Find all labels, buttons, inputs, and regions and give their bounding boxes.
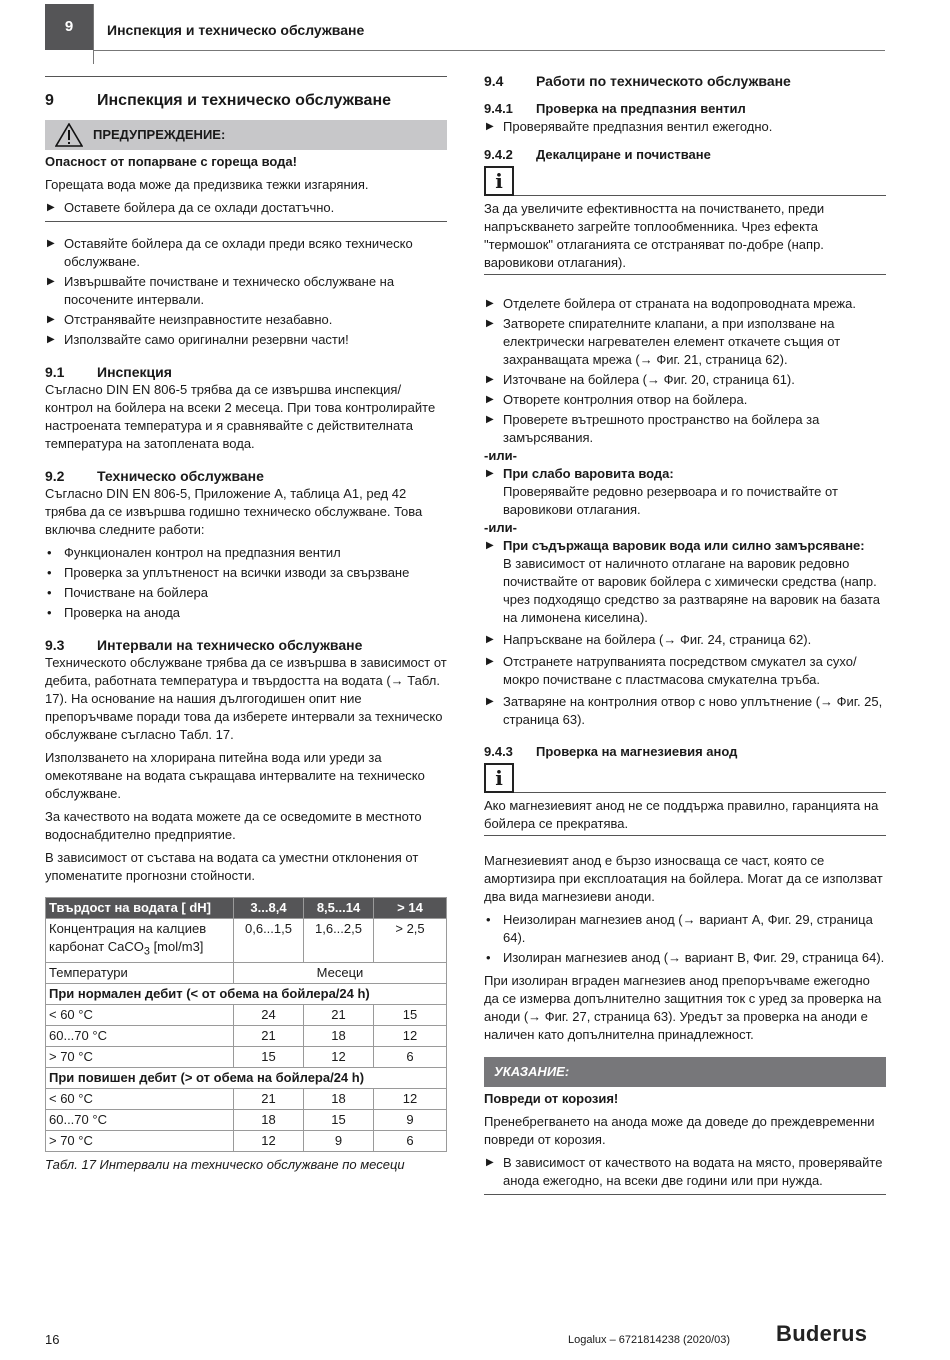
table-cell: > 70 °C	[46, 1130, 234, 1151]
table-cell: Температури	[46, 962, 234, 983]
list-item	[484, 118, 886, 136]
list-item-text: Използвайте само оригинални резервни части!	[64, 332, 349, 347]
table-cell: 21	[234, 1025, 304, 1046]
table-header-cell: 3...8,4	[234, 898, 304, 919]
running-header-title: Инспекция и техническо обслужване	[107, 22, 365, 38]
dot-bullet-icon: •	[47, 585, 52, 600]
warning-bar	[45, 120, 447, 150]
list-item	[45, 544, 447, 562]
list-item	[45, 235, 447, 271]
table-cell: 1,6...2,5	[304, 919, 374, 963]
list-item-text: Отстранявайте неизправностите незабавно.	[64, 312, 333, 327]
table-cell: 60...70 °C	[46, 1025, 234, 1046]
triangle-bullet-icon: ▶	[486, 468, 494, 479]
notice-bar: УКАЗАНИЕ:	[484, 1057, 886, 1087]
table-cell: 12	[374, 1088, 447, 1109]
table-cell: 18	[304, 1088, 374, 1109]
anode-list	[484, 911, 886, 967]
table-cell: 6	[374, 1130, 447, 1151]
condition-text: В зависимост от наличното отлагане на варовик редовно почиствайте от варовик бойлера с химически средства (напр. чрез подходящо средство за разтваряне на варовик на базата на лимонена киселина).	[503, 556, 881, 625]
right-column	[484, 72, 886, 1195]
table-cell: 24	[234, 1004, 304, 1025]
triangle-bullet-icon: ▶	[47, 314, 55, 325]
section-rule	[45, 76, 447, 77]
list-item	[45, 584, 447, 602]
chapter-tab: 9	[45, 4, 93, 50]
list-item-text: Отворете контролния отвор на бойлера.	[503, 392, 748, 407]
notice-heading: Повреди от корозия!	[484, 1091, 619, 1106]
table-cell: 6	[374, 1046, 447, 1067]
table-cell: 9	[374, 1109, 447, 1130]
section-heading-9-2	[45, 467, 447, 485]
triangle-bullet-icon: ▶	[47, 276, 55, 287]
notice-text: Пренебрегването на анода може да доведе до преждевременни повреди от корозия.	[484, 1114, 875, 1147]
section-9-3-paragraph: В зависимост от състава на водата са уместни отклонения от упоменатите прогнозни стойности.	[45, 850, 419, 883]
table-cell: Месеци	[234, 962, 447, 983]
section-heading-9-4-2	[484, 146, 886, 164]
triangle-bullet-icon: ▶	[47, 202, 55, 213]
section-number: 9.3	[45, 637, 65, 653]
table-cell: 12	[304, 1046, 374, 1067]
table-row	[46, 1004, 447, 1025]
anode-paragraph: При изолиран вграден магнезиев анод препоръчваме ежегодно да се измерва допълнително защитния ток с уред за проверка на аноди (→ Фиг. 27, страница 63). Уредът за проверка на аноди е наличен като допълнителна принадлежност.	[484, 973, 882, 1042]
info-text: За да увеличите ефективността на почистването, преди напръскването загрейте топлообменника. Чрез ефекта "термошок" отлаганията се отстраняват по-добре (напр. варовикови отлагания).	[484, 201, 825, 270]
section-9-1-text: Съгласно DIN EN 806-5 трябва да се извършва инспекция/контрол на бойлера на всеки 2 месеца. При това контролирайте настроената температура и я сравнявайте с действителната температура на затоплената вода.	[45, 382, 436, 451]
dot-bullet-icon: •	[47, 545, 52, 560]
triangle-bullet-icon: ▶	[486, 298, 494, 309]
list-item	[484, 465, 886, 519]
section-number: 9.2	[45, 468, 65, 484]
table-cell: 9	[304, 1130, 374, 1151]
section-9-3-paragraph: Използването на хлорирана питейна вода или уреди за омекотяване на водата съкращава интервалите на техническо обслужване.	[45, 750, 425, 801]
table-group-row	[46, 1067, 447, 1088]
table-cell: 15	[374, 1004, 447, 1025]
triangle-bullet-icon: ▶	[486, 394, 494, 405]
conc-subscript: 3	[143, 945, 150, 958]
table-header-cell: 8,5...14	[304, 898, 374, 919]
list-item	[45, 604, 447, 622]
table-cell: < 60 °C	[46, 1088, 234, 1109]
list-item-text: Затворете спирателните клапани, а при използване на електрически нагревателен елемент откачете същия от захранващата мрежа (→ Фиг. 21, страница 62).	[503, 316, 841, 367]
section-number: 9.4	[484, 73, 504, 89]
list-item	[45, 564, 447, 582]
section-number: 9.4.3	[484, 744, 513, 759]
table-row	[46, 919, 447, 963]
section-title: Инспекция	[97, 364, 172, 380]
table-cell: 18	[234, 1109, 304, 1130]
warning-text: Горещата вода може да предизвика тежки изгаряния.	[45, 177, 369, 192]
list-item-text: Почистване на бойлера	[64, 585, 209, 600]
table-row	[46, 1130, 447, 1151]
chapter-title: Инспекция и техническо обслужване	[97, 92, 391, 109]
left-column	[45, 72, 447, 1174]
conc-label: Концентрация на калциев карбонат CaCO	[49, 921, 207, 954]
list-item-text: Проверете вътрешното пространство на бойлера за замърсявания.	[503, 412, 820, 445]
table-header-cell: Твърдост на водата [ dH]	[46, 898, 234, 919]
triangle-bullet-icon: ▶	[486, 634, 494, 645]
document-reference: Logalux – 6721814238 (2020/03)	[568, 1334, 731, 1346]
triangle-bullet-icon: ▶	[47, 334, 55, 345]
section-title: Техническо обслужване	[97, 468, 264, 484]
table-cell: 15	[304, 1109, 374, 1130]
table-cell: > 70 °C	[46, 1046, 234, 1067]
list-item	[45, 331, 447, 349]
list-item	[484, 411, 886, 447]
chapter-number: 9	[45, 92, 54, 109]
triangle-bullet-icon: ▶	[486, 1157, 494, 1168]
maintenance-interval-table	[45, 897, 447, 1152]
dot-bullet-icon: •	[486, 950, 491, 965]
table-caption: Табл. 17 Интервали на техническо обслужване по месеци	[45, 1156, 405, 1172]
section-title: Проверка на предпазния вентил	[536, 101, 746, 116]
table-row	[46, 1088, 447, 1109]
table-row	[46, 1046, 447, 1067]
section-heading-9-3	[45, 636, 447, 654]
section-9-3-paragraph: Техническото обслужване трябва да се извършва в зависимост от дебита, работната температура и твърдостта на водата (→ Табл. 17). На основание на нашия дългогодишен опит ние препоръчваме поради това да изберете интервали за техническо обслужване съгласно Табл. 17.	[45, 655, 447, 742]
table-cell: 12	[374, 1025, 447, 1046]
table-group-row	[46, 983, 447, 1004]
triangle-bullet-icon: ▶	[486, 121, 494, 132]
table-cell: > 2,5	[374, 919, 447, 963]
section-number: 9.4.2	[484, 147, 513, 162]
list-item	[484, 391, 886, 409]
notice-action	[484, 1154, 886, 1190]
info-icon: i	[484, 763, 514, 793]
list-item	[484, 693, 886, 729]
chapter-heading	[45, 91, 447, 111]
table-cell: 21	[304, 1004, 374, 1025]
list-item-text: Проверявайте предпазния вентил ежегодно.	[503, 119, 773, 134]
table-header-cell: > 14	[374, 898, 447, 919]
buderus-logo: Buderus	[776, 1321, 868, 1346]
info-rule	[514, 195, 886, 196]
table-cell: 21	[234, 1088, 304, 1109]
table-cell: 18	[304, 1025, 374, 1046]
page-number: 16	[45, 1332, 60, 1347]
list-item-text: Източване на бойлера (→ Фиг. 20, страница 61).	[503, 372, 795, 387]
section-9-3-paragraph: За качеството на водата можете да се осведомите в местното водоснабдително предприятие.	[45, 809, 422, 842]
notice-action-text: В зависимост от качеството на водата на място, проверявайте анода ежегодно, на всеки две години или при нужда.	[503, 1155, 883, 1188]
info-notice-header	[484, 763, 886, 793]
list-item-text: Затваряне на контролния отвор с ново уплътнение (→ Фиг. 25, страница 63).	[503, 694, 883, 727]
table-cell: 0,6...1,5	[234, 919, 304, 963]
conc-unit: [mol/m3]	[149, 939, 204, 954]
table-row	[46, 1025, 447, 1046]
section-number: 9.4.1	[484, 101, 513, 116]
list-item-text: Неизолиран магнезиев анод (→ вариант A, Фиг. 29, страница 64).	[503, 912, 873, 945]
list-item	[484, 371, 886, 389]
triangle-bullet-icon: ▶	[486, 374, 494, 385]
triangle-bullet-icon: ▶	[486, 540, 494, 551]
info-text: Ако магнезиевият анод не се поддържа правилно, гаранцията на бойлера се прекратява.	[484, 798, 879, 831]
section-title: Интервали на техническо обслужване	[97, 637, 363, 653]
triangle-bullet-icon: ▶	[47, 238, 55, 249]
section-title: Работи по техническото обслужване	[536, 73, 791, 89]
list-item-text: Изолиран магнезиев анод (→ вариант B, Фиг. 29, страница 64).	[503, 950, 885, 965]
section-heading-9-4-3	[484, 743, 886, 761]
list-item-text: Напръскване на бойлера (→ Фиг. 24, страница 62).	[503, 632, 812, 647]
warning-label: ПРЕДУПРЕЖДЕНИЕ:	[93, 127, 226, 142]
header-rule	[93, 50, 885, 51]
list-item-text: Функционален контрол на предпазния вентил	[64, 545, 341, 560]
notice-end-rule	[484, 1194, 886, 1195]
condition-text: Проверявайте редовно резервоара и го почиствайте от варовикови отлагания.	[503, 484, 838, 517]
info-notice-header	[484, 166, 886, 196]
triangle-bullet-icon: ▶	[486, 656, 494, 667]
warning-heading: Опасност от попарване с гореща вода!	[45, 154, 297, 169]
cleaning-steps	[484, 295, 886, 447]
condition-label: При слабо варовита вода:	[503, 466, 674, 481]
list-item	[45, 273, 447, 309]
table-cell: < 60 °C	[46, 1004, 234, 1025]
triangle-bullet-icon: ▶	[486, 696, 494, 707]
table-group-cell: При повишен дебит (> от обема на бойлера/24 h)	[46, 1067, 447, 1088]
dot-bullet-icon: •	[47, 565, 52, 580]
list-item	[484, 537, 886, 627]
section-title: Проверка на магнезиевия анод	[536, 744, 738, 759]
list-item-text: Проверка на анода	[64, 605, 181, 620]
section-heading-9-1	[45, 363, 447, 381]
table-cell	[46, 919, 234, 963]
list-item	[484, 653, 886, 689]
triangle-bullet-icon: ▶	[486, 414, 494, 425]
cleaning-steps-2	[484, 631, 886, 729]
table-row	[46, 1109, 447, 1130]
anode-paragraph: Магнезиевият анод е бързо износваща се част, която се амортизира при експлоатация на бойлера. Могат да се използват два вида магнезиеви аноди.	[484, 853, 883, 904]
header-divider	[93, 4, 94, 64]
section-heading-9-4	[484, 72, 886, 90]
table-cell: 60...70 °C	[46, 1109, 234, 1130]
or-separator: -или-	[484, 520, 517, 535]
info-end-rule	[484, 835, 886, 836]
info-icon: i	[484, 166, 514, 196]
section-heading-9-4-1	[484, 100, 886, 118]
list-item	[484, 949, 886, 967]
table-group-cell: При нормален дебит (< от обема на бойлера/24 h)	[46, 983, 447, 1004]
table-row	[46, 962, 447, 983]
warning-end-rule	[45, 221, 447, 222]
info-end-rule	[484, 274, 886, 275]
list-item	[484, 295, 886, 313]
list-item-text: Отстранете натрупванията посредством смукател за сухо/мокро почистване с пластмасова смукателна тръба.	[503, 654, 857, 687]
table-cell: 15	[234, 1046, 304, 1067]
info-rule	[514, 792, 886, 793]
warning-triangle-icon	[55, 123, 83, 147]
list-item	[484, 911, 886, 947]
list-item	[45, 311, 447, 329]
condition-label: При съдържаща варовик вода или силно замърсяване:	[503, 538, 865, 553]
list-item-text: Проверка за уплътненост на всички изводи за свързване	[64, 565, 410, 580]
warning-action-text: Оставете бойлера да се охлади достатъчно.	[64, 200, 335, 215]
list-item	[484, 315, 886, 369]
section-9-2-text: Съгласно DIN EN 806-5, Приложение A, таблица A1, ред 42 трябва да се извършва годишно техническо обслужване. Това включва следните работи:	[45, 486, 423, 537]
list-item	[484, 631, 886, 649]
maintenance-list	[45, 544, 447, 622]
list-item-text: Извършвайте почистване и техническо обслужване на посочените интервали.	[64, 274, 395, 307]
safety-list	[45, 235, 447, 349]
list-item-text: Оставяйте бойлера да се охлади преди всяко техническо обслужване.	[64, 236, 413, 269]
triangle-bullet-icon: ▶	[486, 318, 494, 329]
table-cell: 12	[234, 1130, 304, 1151]
warning-action	[45, 199, 447, 217]
or-separator: -или-	[484, 448, 517, 463]
dot-bullet-icon: •	[47, 605, 52, 620]
section-number: 9.1	[45, 364, 65, 380]
section-title: Декалциране и почистване	[536, 147, 711, 162]
dot-bullet-icon: •	[486, 912, 491, 927]
list-item-text: Отделете бойлера от страната на водопроводната мрежа.	[503, 296, 856, 311]
table-header-row	[46, 898, 447, 919]
